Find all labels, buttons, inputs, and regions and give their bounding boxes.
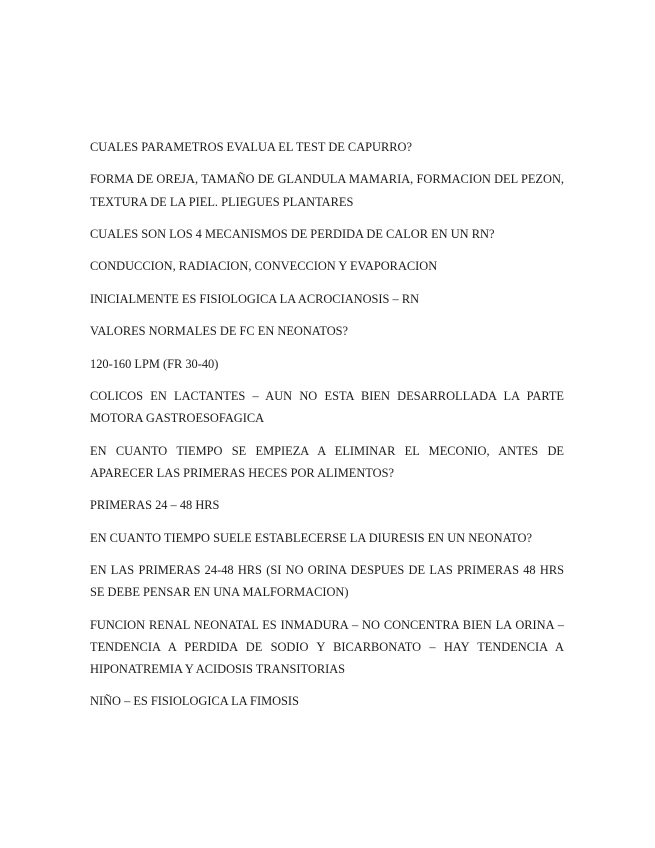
answer-heart-rate: 120-160 LPM (FR 30-40) bbox=[90, 356, 219, 371]
question-heart-rate: VALORES NORMALES DE FC EN NEONATOS? bbox=[90, 324, 349, 339]
note-renal-function: FUNCION RENAL NEONATAL ES INMADURA – NO CONCENTRA BIEN LA ORINA – TENDENCIA A PERDIDA DE SODIO Y BICARBONATO – HAY TENDENCIA A HIPONATREMIA Y ACIDOSIS TRANSITORIAS bbox=[90, 617, 564, 676]
question-diuresis: EN CUANTO TIEMPO SUELE ESTABLECERSE LA DIURESIS EN UN NEONATO? bbox=[90, 530, 532, 545]
note-phimosis: NIÑO – ES FISIOLOGICA LA FIMOSIS bbox=[90, 694, 299, 709]
answer-capurro: FORMA DE OREJA, TAMAÑO DE GLANDULA MAMARIA, FORMACION DEL PEZON, TEXTURA DE LA PIEL. PLIEGUES PLANTARES bbox=[90, 172, 564, 209]
answer-heat-loss: CONDUCCION, RADIACION, CONVECCION Y EVAPORACION bbox=[90, 259, 438, 274]
note-colic: COLICOS EN LACTANTES – AUN NO ESTA BIEN DESARROLLADA LA PARTE MOTORA GASTROESOFAGICA bbox=[90, 388, 564, 426]
answer-diuresis: EN LAS PRIMERAS 24-48 HRS (SI NO ORINA DESPUES DE LAS PRIMERAS 48 HRS SE DEBE PENSAR EN UNA MALFORMACION) bbox=[90, 562, 564, 600]
question-meconium: EN CUANTO TIEMPO SE EMPIEZA A ELIMINAR EL MECONIO, ANTES DE APARECER LAS PRIMERAS HECES POR ALIMENTOS? bbox=[90, 443, 564, 480]
document-body bbox=[90, 136, 564, 723]
question-heat-loss: CUALES SON LOS 4 MECANISMOS DE PERDIDA DE CALOR EN UN RN? bbox=[90, 226, 495, 241]
note-acrocyanosis: INICIALMENTE ES FISIOLOGICA LA ACROCIANOSIS – RN bbox=[90, 291, 420, 306]
question-capurro: CUALES PARAMETROS EVALUA EL TEST DE CAPURRO? bbox=[90, 140, 412, 154]
answer-meconium: PRIMERAS 24 – 48 HRS bbox=[90, 498, 220, 513]
